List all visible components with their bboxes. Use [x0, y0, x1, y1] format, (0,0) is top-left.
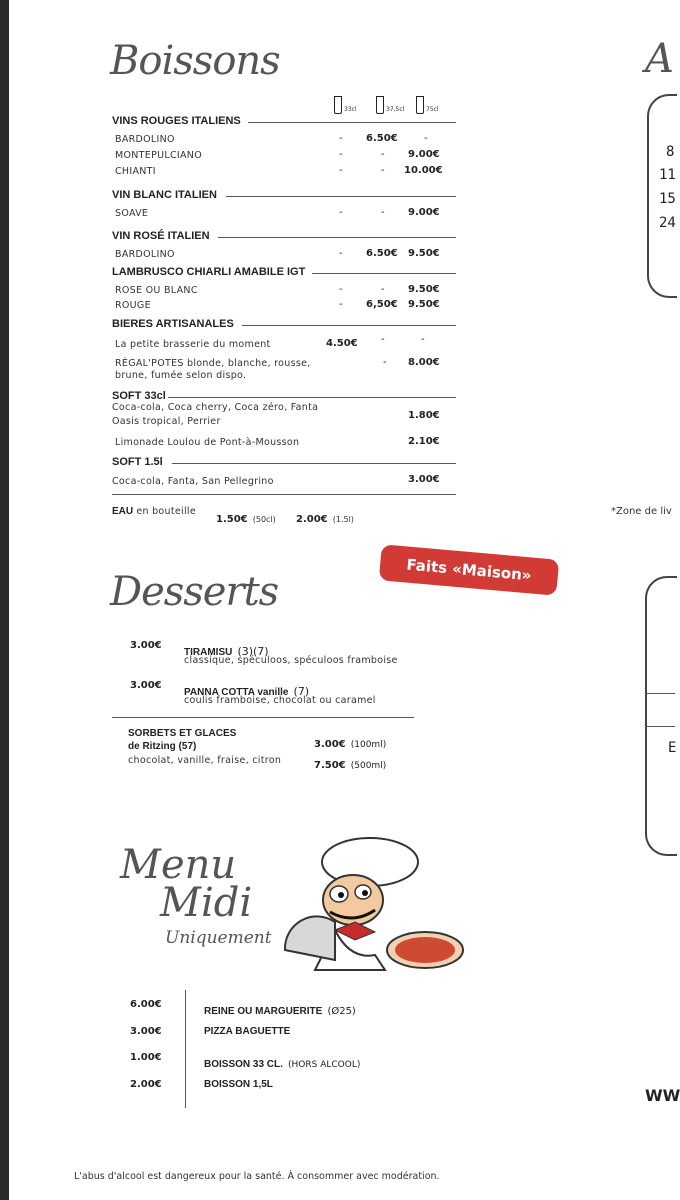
price-33: - [339, 133, 343, 144]
item-name: La petite brasserie du moment [115, 339, 271, 350]
menu-item-name: BOISSON 1,5L [204, 1079, 273, 1090]
price-75: 10.00€ [404, 165, 443, 176]
sorbets-sub: de Ritzing (57) [128, 741, 197, 752]
size-label: 75cl [426, 106, 439, 113]
right-box-bottom [645, 576, 677, 856]
right-partial-text: E [668, 740, 677, 756]
price-33: - [339, 284, 343, 295]
menu-price: 2.00€ [130, 1079, 162, 1090]
price-375: 6.50€ [366, 248, 398, 259]
divider [226, 196, 456, 197]
item-name: Limonade Loulou de Pont-à-Mousson [115, 437, 300, 448]
price-75: - [424, 133, 428, 144]
item-desc: Oasis tropical, Perrier [112, 416, 221, 427]
website-partial: WW [645, 1086, 680, 1105]
menu-item-name: PIZZA BAGUETTE [204, 1026, 291, 1037]
divider [242, 325, 456, 326]
price-375: - [381, 207, 385, 218]
boissons-title: Boissons [110, 38, 280, 84]
price-75: 9.50€ [408, 284, 440, 295]
item-name: ROSE OU BLANC [115, 285, 198, 296]
price-375: - [381, 149, 385, 160]
price: 2.10€ [408, 436, 440, 447]
divider [112, 494, 456, 495]
desserts-title: Desserts [110, 569, 279, 615]
sorbets-title: SORBETS ET GLACES [128, 728, 237, 739]
price-33: - [339, 149, 343, 160]
menu-item-extra: (Ø25) [327, 1006, 356, 1017]
price-75: - [421, 334, 425, 345]
dessert-price: 3.00€ [130, 640, 162, 651]
item-name: ROUGE [115, 300, 151, 311]
menu-price: 3.00€ [130, 1026, 162, 1037]
right-number: 24 [659, 215, 676, 231]
divider [168, 397, 456, 398]
price: 2.00€ [296, 514, 328, 525]
size: (500ml) [350, 761, 387, 771]
price-33: - [339, 299, 343, 310]
price-75: 9.00€ [408, 207, 440, 218]
price-375: - [381, 165, 385, 176]
eau-price-2 [296, 507, 354, 526]
price: 7.50€ [314, 760, 346, 771]
eau-label: EAU [112, 506, 134, 517]
dessert-desc: coulis framboise, chocolat ou caramel [184, 695, 376, 706]
item-name: MONTEPULCIANO [115, 150, 202, 161]
sorbet-price-1 [314, 732, 386, 751]
dessert-name: TIRAMISU [184, 647, 233, 658]
sorbets-desc: chocolat, vanille, fraise, citron [128, 755, 282, 766]
item-name: CHIANTI [115, 166, 156, 177]
item-desc: Coca-cola, Coca cherry, Coca zéro, Fanta [112, 402, 319, 413]
divider [312, 273, 456, 274]
menu-item-name: BOISSON 33 CL. [204, 1059, 283, 1070]
chef-illustration [275, 830, 465, 980]
menu-item-extra: (HORS ALCOOL) [288, 1060, 361, 1070]
sorbet-price-2 [314, 753, 386, 772]
item-name: BARDOLINO [115, 134, 175, 145]
eau-desc: en bouteille [136, 506, 196, 517]
divider [645, 726, 675, 727]
item-desc: RÉGAL'POTES blonde, blanche, rousse, [115, 358, 311, 369]
size-label: 33cl [344, 106, 357, 113]
menu-item-name: REINE OU MARGUERITE [204, 1006, 323, 1017]
delivery-zone-note: *Zone de liv [611, 506, 672, 517]
item-name: SOAVE [115, 208, 149, 219]
price-375: - [381, 334, 385, 345]
menu-title: Menu [120, 842, 237, 888]
section-header: VINS ROUGES ITALIENS [112, 115, 241, 127]
divider [218, 237, 456, 238]
section-header: LAMBRUSCO CHIARLI AMABILE IGT [112, 266, 306, 278]
dessert-desc: classique, spéculoos, spéculoos framboise [184, 655, 398, 666]
price-375: - [381, 284, 385, 295]
glass-icon [334, 96, 342, 114]
menu-price: 6.00€ [130, 999, 162, 1010]
price-75: 9.50€ [408, 299, 440, 310]
menu-subtitle: Uniquement [165, 928, 272, 948]
divider [172, 463, 456, 464]
section-header: VIN BLANC ITALIEN [112, 189, 217, 201]
divider [112, 717, 414, 718]
glass-icon [416, 96, 424, 114]
menu-price: 1.00€ [130, 1052, 162, 1063]
price-375: 6,50€ [366, 299, 398, 310]
size: (50cl) [252, 515, 276, 524]
menu-item [204, 1052, 360, 1071]
price-75: 9.50€ [408, 248, 440, 259]
dessert-name: PANNA COTTA vanille [184, 687, 289, 698]
page-left-edge [0, 0, 9, 1200]
faits-maison-badge: Faits «Maison» [379, 544, 559, 595]
section-header: SOFT 33cl [112, 390, 166, 402]
allergen: (3)(7) [237, 645, 269, 658]
section-header: VIN ROSÉ ITALIEN [112, 230, 210, 242]
price: 1.50€ [216, 514, 248, 525]
price-33: 4.50€ [326, 338, 358, 349]
eau-price-1 [216, 507, 276, 526]
alcohol-warning: L'abus d'alcool est dangereux pour la santé. À consommer avec modération. [74, 1171, 440, 1182]
right-number: 8 [666, 144, 675, 160]
menu-item [204, 999, 356, 1018]
item-desc: brune, fumée selon dispo. [115, 370, 247, 381]
size: (1.5l) [332, 515, 354, 524]
size-label: 37,5cl [386, 106, 405, 113]
divider [248, 122, 456, 123]
eau-row [112, 506, 196, 517]
price-375: - [383, 357, 387, 368]
price-33: - [339, 165, 343, 176]
right-number: 15 [659, 191, 676, 207]
size: (100ml) [350, 740, 387, 750]
dessert-price: 3.00€ [130, 680, 162, 691]
price: 1.80€ [408, 410, 440, 421]
price-33: - [339, 248, 343, 259]
glass-icon [376, 96, 384, 114]
price-33: - [339, 207, 343, 218]
section-header: BIERES ARTISANALES [112, 318, 234, 330]
allergen: (7) [293, 685, 310, 698]
right-number: 11 [659, 167, 676, 183]
price-75: 8.00€ [408, 357, 440, 368]
item-desc: Coca-cola, Fanta, San Pellegrino [112, 476, 274, 487]
right-title-partial: A [645, 36, 674, 82]
section-header: SOFT 1.5l [112, 456, 163, 468]
divider [645, 693, 675, 694]
midi-title: Midi [160, 880, 253, 926]
item-name: BARDOLINO [115, 249, 175, 260]
price-375: 6.50€ [366, 133, 398, 144]
price: 3.00€ [314, 739, 346, 750]
price-75: 9.00€ [408, 149, 440, 160]
menu-divider [185, 990, 186, 1108]
price: 3.00€ [408, 474, 440, 485]
